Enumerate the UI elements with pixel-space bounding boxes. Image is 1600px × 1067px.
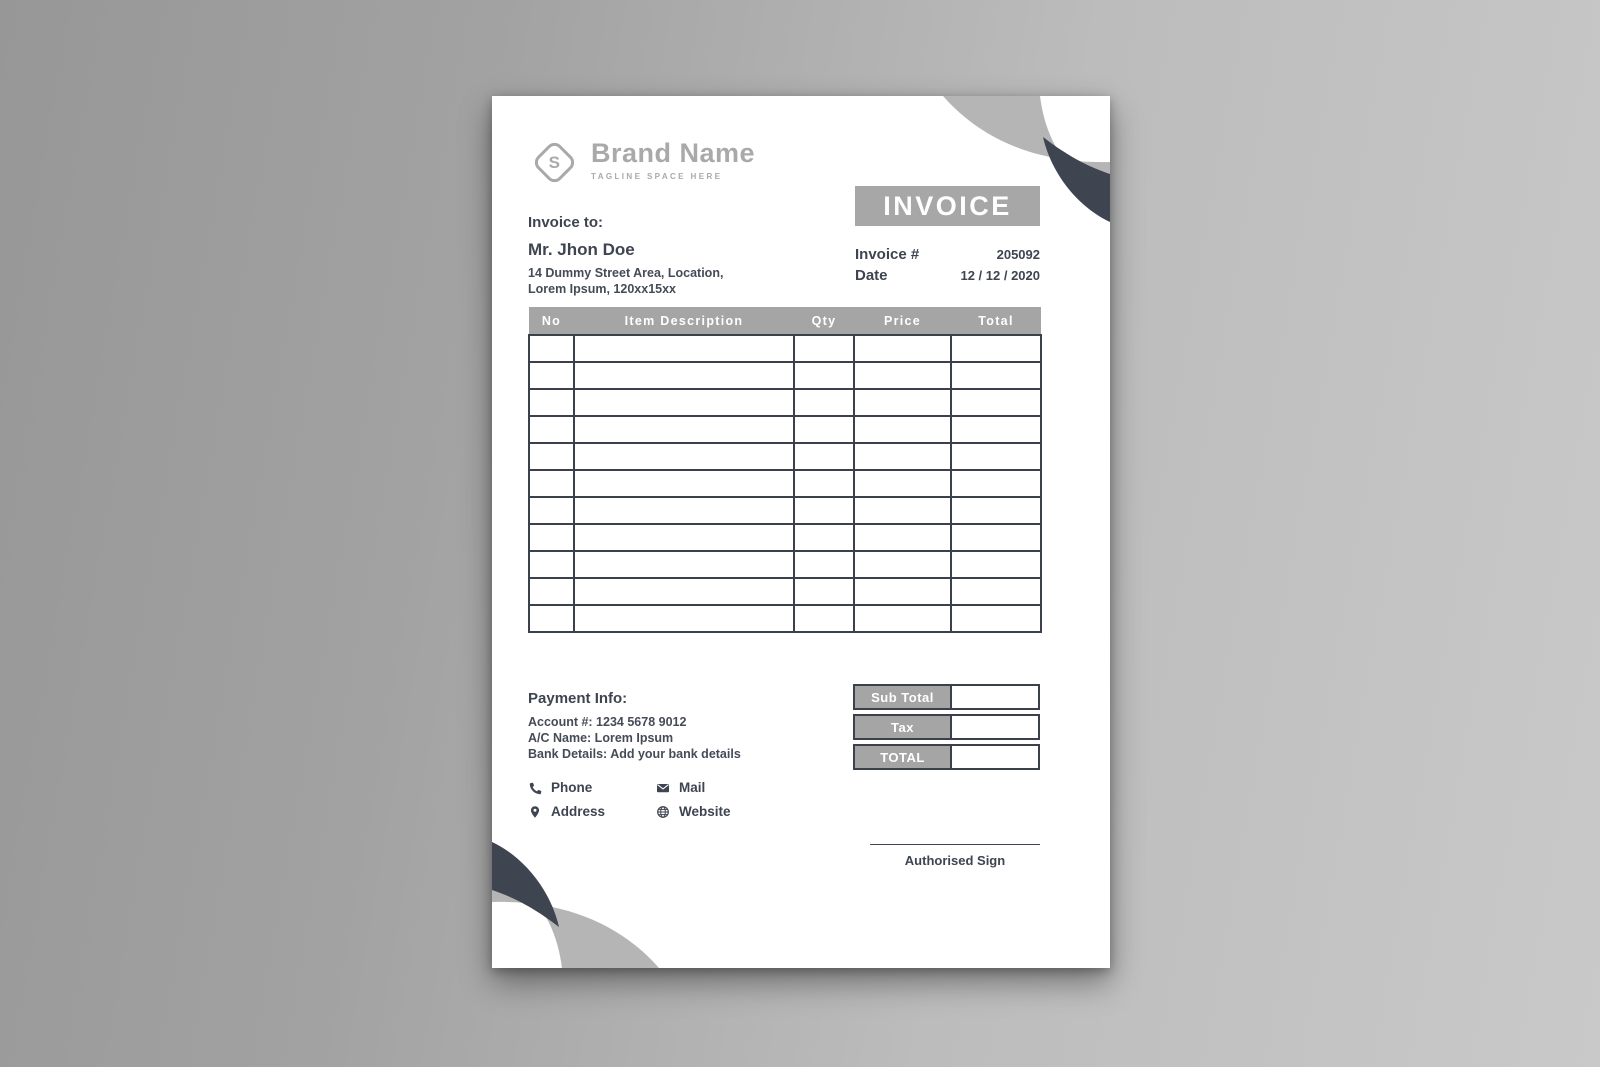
- table-row: [529, 524, 1041, 551]
- brand-text: [591, 138, 755, 181]
- table-cell: [854, 524, 951, 551]
- brand-logo: [530, 138, 755, 181]
- table-cell: [854, 389, 951, 416]
- table-cell: [854, 416, 951, 443]
- table-cell: [529, 524, 574, 551]
- contact-address: [528, 804, 656, 819]
- payment-account-name: A/C Name: Lorem Ipsum: [528, 731, 674, 745]
- bill-to-label: Invoice to:: [528, 214, 604, 231]
- table-cell: [794, 416, 854, 443]
- table-cell: [794, 524, 854, 551]
- column-header-description: Item Description: [574, 307, 794, 335]
- invoice-number-value: 205092: [996, 247, 1040, 262]
- customer-address-line2: Lorem Ipsum, 120xx15xx: [528, 282, 676, 296]
- subtotal-value: [950, 684, 1040, 710]
- table-row: [529, 605, 1041, 632]
- table-cell: [794, 470, 854, 497]
- table-cell: [854, 605, 951, 632]
- table-cell: [854, 470, 951, 497]
- items-table: [528, 307, 1042, 633]
- contact-phone: [528, 780, 656, 795]
- table-cell: [951, 335, 1041, 362]
- table-cell: [951, 362, 1041, 389]
- invoice-date-value: 12 / 12 / 2020: [960, 268, 1040, 283]
- items-table-body: [529, 335, 1041, 632]
- tax-row: [853, 714, 1040, 740]
- table-cell: [951, 416, 1041, 443]
- table-cell: [529, 416, 574, 443]
- total-label: TOTAL: [853, 744, 950, 770]
- phone-icon: [528, 781, 542, 795]
- table-cell: [529, 335, 574, 362]
- bill-to-block: [528, 214, 723, 297]
- table-cell: [529, 578, 574, 605]
- contact-website-label: Website: [679, 804, 731, 819]
- table-row: [529, 362, 1041, 389]
- column-header-qty: Qty: [794, 307, 854, 335]
- totals-summary: [853, 684, 1040, 774]
- table-cell: [574, 416, 794, 443]
- invoice-date-label: Date: [855, 267, 888, 284]
- tax-value: [950, 714, 1040, 740]
- table-row: [529, 578, 1041, 605]
- table-row: [529, 389, 1041, 416]
- table-cell: [951, 470, 1041, 497]
- table-cell: [951, 605, 1041, 632]
- brand-tagline: TAGLINE SPACE HERE: [591, 172, 723, 181]
- table-cell: [951, 578, 1041, 605]
- table-row: [529, 470, 1041, 497]
- table-cell: [951, 524, 1041, 551]
- mail-icon: [656, 781, 670, 795]
- table-cell: [574, 335, 794, 362]
- table-cell: [854, 497, 951, 524]
- table-cell: [574, 551, 794, 578]
- column-header-price: Price: [854, 307, 951, 335]
- table-cell: [794, 443, 854, 470]
- contact-mail-label: Mail: [679, 780, 706, 795]
- table-cell: [854, 362, 951, 389]
- brand-name: Brand Name: [591, 138, 756, 168]
- table-cell: [574, 497, 794, 524]
- invoice-paper: [492, 96, 1110, 968]
- contact-block: [528, 780, 731, 819]
- contact-address-label: Address: [551, 804, 606, 819]
- table-cell: [854, 335, 951, 362]
- website-icon: [656, 805, 670, 819]
- table-cell: [574, 443, 794, 470]
- tax-label: Tax: [853, 714, 950, 740]
- brand-monogram-letter: S: [548, 152, 561, 172]
- table-cell: [574, 605, 794, 632]
- invoice-date-row: [855, 267, 1040, 288]
- table-cell: [574, 524, 794, 551]
- table-cell: [951, 497, 1041, 524]
- total-value: [950, 744, 1040, 770]
- table-row: [529, 551, 1041, 578]
- subtotal-row: [853, 684, 1040, 710]
- invoice-title-banner: INVOICE: [855, 186, 1040, 226]
- table-cell: [574, 389, 794, 416]
- table-cell: [529, 443, 574, 470]
- table-cell: [951, 551, 1041, 578]
- address-icon: [528, 805, 542, 819]
- table-row: [529, 416, 1041, 443]
- table-cell: [794, 551, 854, 578]
- contact-website: [656, 804, 731, 819]
- table-cell: [529, 389, 574, 416]
- table-cell: [574, 578, 794, 605]
- invoice-meta: [855, 246, 1040, 288]
- contact-mail: [656, 780, 731, 795]
- payment-info-block: [528, 690, 741, 762]
- table-cell: [794, 389, 854, 416]
- table-cell: [529, 497, 574, 524]
- signature-block: [870, 844, 1040, 868]
- items-table-header-row: [529, 307, 1041, 335]
- table-row: [529, 335, 1041, 362]
- table-cell: [951, 389, 1041, 416]
- payment-bank-details: Bank Details: Add your bank details: [528, 747, 741, 761]
- customer-name: Mr. Jhon Doe: [528, 240, 635, 259]
- table-cell: [574, 362, 794, 389]
- subtotal-label: Sub Total: [853, 684, 950, 710]
- table-row: [529, 497, 1041, 524]
- table-cell: [794, 497, 854, 524]
- table-cell: [529, 605, 574, 632]
- table-cell: [794, 362, 854, 389]
- customer-address: [528, 265, 723, 297]
- corner-ribbon-bottom-left-icon: [492, 818, 672, 968]
- total-row: [853, 744, 1040, 770]
- invoice-number-row: [855, 246, 1040, 267]
- table-cell: [529, 470, 574, 497]
- table-cell: [854, 551, 951, 578]
- column-header-no: No: [529, 307, 574, 335]
- brand-monogram-icon: [531, 139, 578, 186]
- table-cell: [529, 362, 574, 389]
- table-cell: [794, 578, 854, 605]
- table-cell: [574, 470, 794, 497]
- invoice-number-label: Invoice #: [855, 246, 920, 263]
- table-cell: [794, 605, 854, 632]
- table-cell: [854, 578, 951, 605]
- contact-phone-label: Phone: [551, 780, 593, 795]
- column-header-total: Total: [951, 307, 1041, 335]
- payment-info-heading: Payment Info:: [528, 690, 628, 707]
- signature-label: Authorised Sign: [904, 853, 1006, 868]
- customer-address-line1: 14 Dummy Street Area, Location,: [528, 266, 724, 280]
- table-cell: [794, 335, 854, 362]
- table-cell: [951, 443, 1041, 470]
- payment-info-lines: [528, 714, 741, 762]
- payment-account-number: Account #: 1234 5678 9012: [528, 715, 687, 729]
- table-cell: [529, 551, 574, 578]
- table-cell: [854, 443, 951, 470]
- table-row: [529, 443, 1041, 470]
